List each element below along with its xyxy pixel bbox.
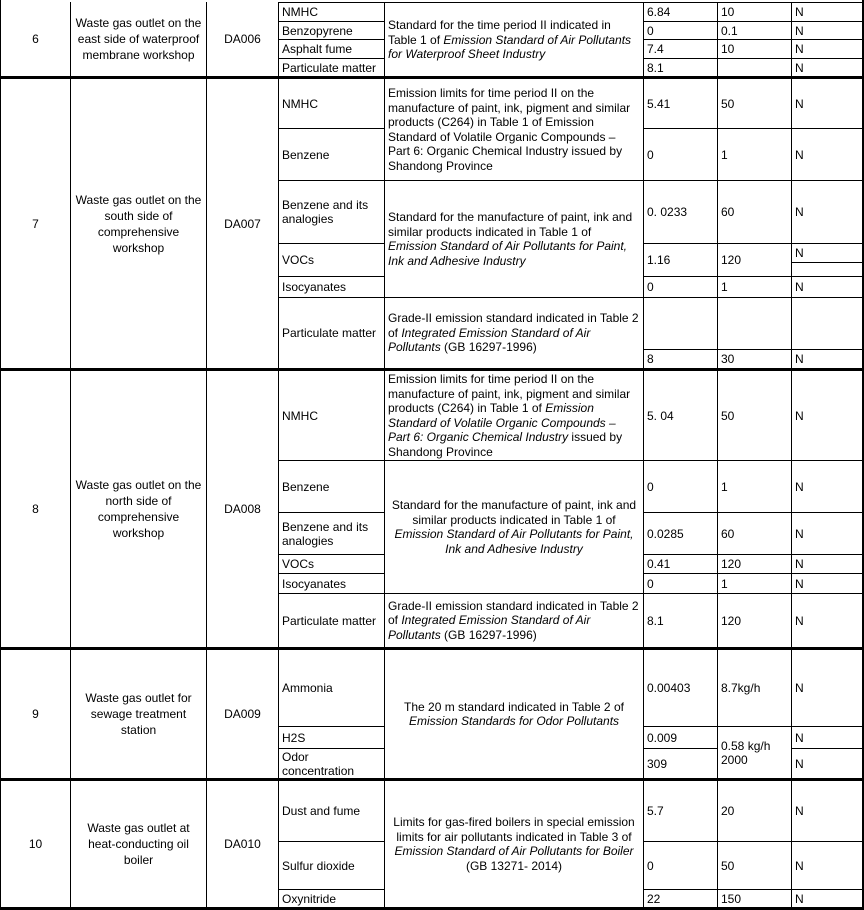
outlet-description: Waste gas outlet for sewage treatment station (85, 691, 192, 737)
limit-value: 1 (718, 277, 791, 298)
outlet-code: DA007 (224, 216, 261, 231)
limit-value: 8.7kg/h (718, 650, 791, 727)
standard-reference (385, 594, 643, 647)
outlet-description: Waste gas outlet on the north side of comprehensive workshop (75, 478, 202, 540)
empty-cell (718, 298, 791, 350)
standard-text: Limits for gas-fired boilers in special emission limits for air pollutants indicated in Table 3 of Emission Standard of Air Pollutants for Boiler (GB 13271- 2014) (393, 815, 635, 873)
empty-cell (792, 298, 862, 350)
standard-text: The 20 m standard indicated in Table 2 of Emission Standards for Odor Pollutants (404, 699, 624, 728)
standard-reference (385, 181, 643, 298)
standard-title-italic: Emission Standard of Volatile Organic Compounds – Part 6: Organic Chemical Industry (388, 401, 616, 444)
outlet-row-6 (1, 2, 862, 76)
standard-title-italic: Emission Standard of Air Pollutants for Paint, Ink and Adhesive Industry (394, 527, 634, 556)
standard-title-italic: Emission Standard of Air Pollutants for Paint, Ink and Adhesive Industry (388, 239, 628, 268)
limit-value: 30 (721, 352, 735, 366)
compliance-flag: N (792, 40, 862, 59)
standard-text: Standard for the manufacture of paint, ink and similar products indicated in Table 1 of Emission Standard of Air Pollutants for Paint, Ink and Adhesive Industry (391, 498, 637, 556)
standard-title-italic: Integrated Emission Standard of Air Pollutants (388, 613, 591, 642)
limit-value: 60 (718, 513, 791, 555)
standard-text: Grade-II emission standard indicated in Table 2 of Integrated Emission Standard of Air Pollutants (GB 16297-1996) (388, 598, 639, 642)
outlet-number: 6 (32, 32, 39, 46)
measured-value: 0 (644, 22, 717, 40)
standard-reference (385, 79, 643, 181)
measured-value: 0 (644, 842, 717, 890)
measured-value: 8.1 (647, 61, 664, 75)
pollutant-name: VOCs (279, 244, 384, 277)
limit-value: 120 (721, 613, 742, 628)
compliance-flag: N (792, 244, 862, 263)
compliance-flag: N (792, 277, 862, 298)
standard-reference (385, 461, 643, 594)
compliance-flag: N (795, 352, 804, 366)
empty-cell (644, 298, 717, 350)
outlet-description: Waste gas outlet on the east side of waterproof membrane workshop (75, 16, 202, 62)
pollutant-name: Sulfur dioxide (279, 842, 384, 890)
compliance-flag: N (792, 513, 862, 555)
limit-value: 50 (718, 371, 791, 461)
pollutant-name: Dust and fume (279, 781, 384, 842)
limit-value: 1 (718, 129, 791, 181)
measured-value: 0.009 (644, 727, 717, 749)
pollutant-name: H2S (279, 727, 384, 749)
measured-value: 0 (644, 574, 717, 594)
measured-value: 0 (644, 461, 717, 513)
limit-value: 1 (718, 461, 791, 513)
measured-value: 5.41 (644, 79, 717, 129)
outlet-number: 10 (28, 837, 43, 851)
empty-cell (792, 263, 862, 277)
measured-value: 0.0285 (644, 513, 717, 555)
limit-value: 10 (718, 40, 791, 59)
pollutant-name: Isocyanates (279, 574, 384, 594)
limit-value: 10 (718, 3, 791, 22)
compliance-flag: N (792, 650, 862, 727)
limit-value: 50 (718, 842, 791, 890)
measured-value: 7.4 (644, 40, 717, 59)
pollutant-name: Benzopyrene (279, 22, 384, 40)
measured-value: 0. 0233 (644, 181, 717, 244)
outlet-row-8 (1, 371, 862, 647)
measured-value: 6.84 (644, 3, 717, 22)
measured-value: 22 (647, 891, 661, 906)
measured-value: 5. 04 (644, 371, 717, 461)
measured-value: 0 (644, 277, 717, 298)
compliance-flag: N (792, 129, 862, 181)
outlet-row-10 (1, 781, 862, 907)
compliance-flag: N (792, 3, 862, 22)
compliance-flag: N (795, 61, 804, 75)
pollutant-name: VOCs (279, 555, 384, 574)
pollutant-name: Asphalt fume (279, 40, 384, 59)
outlet-number: 9 (32, 707, 39, 721)
compliance-flag: N (792, 727, 862, 749)
outlet-description: Waste gas outlet on the south side of comprehensive workshop (75, 192, 202, 255)
outlet-row-7 (1, 79, 862, 368)
standard-text: Grade-II emission standard indicated in Table 2 of Integrated Emission Standard of Air Pollutants (GB 16297-1996) (388, 311, 639, 355)
pollutant-name: NMHC (279, 371, 384, 461)
standard-title-italic: Emission Standard of Air Pollutants for Boiler (394, 844, 634, 858)
standard-text: Emission limits for time period II on the manufacture of paint, ink, pigment and similar products (C264) in Table 1 of Emission Standard of Volatile Organic Compounds – Part 6: Organic Chemical Industry issued by Shandong Province (388, 86, 631, 173)
measured-value: 5.7 (644, 781, 717, 842)
standard-reference (385, 781, 643, 907)
compliance-flag: N (792, 181, 862, 244)
limit-value: 0.1 (718, 22, 791, 40)
compliance-flag: N (792, 461, 862, 513)
compliance-flag: N (795, 891, 804, 906)
outlet-code: DA008 (224, 502, 261, 516)
compliance-flag: N (792, 781, 862, 842)
pollutant-name: NMHC (279, 79, 384, 129)
limit-value: 120 (718, 555, 791, 574)
standard-text: Standard for the time period II indicated in Table 1 of Emission Standard of Air Pollutants for Waterproof Sheet Industry (388, 18, 632, 62)
limit-value: 50 (718, 79, 791, 129)
measured-value: 1.16 (644, 244, 717, 277)
limit-value: 120 (718, 244, 791, 277)
compliance-flag: N (792, 842, 862, 890)
limit-value: 60 (718, 181, 791, 244)
compliance-flag: N (792, 555, 862, 574)
outlet-code: DA010 (224, 837, 261, 851)
measured-value: 0.00403 (644, 650, 717, 727)
measured-value: 0 (644, 129, 717, 181)
measured-value: 0.41 (644, 555, 717, 574)
outlet-code: DA006 (224, 32, 261, 46)
outlet-number: 8 (32, 502, 39, 516)
limit-value: 1 (718, 574, 791, 594)
outlet-number: 7 (32, 216, 39, 231)
empty-cell (718, 59, 791, 76)
standard-title-italic: Integrated Emission Standard of Air Pollutants (388, 325, 591, 355)
compliance-flag: N (795, 613, 804, 628)
limit-value: 150 (721, 891, 742, 906)
pollutant-name: Benzene (279, 129, 384, 181)
standard-title-italic: Emission Standard of Air Pollutants for Waterproof Sheet Industry (388, 32, 632, 62)
compliance-flag: N (792, 22, 862, 40)
limit-value-merged: 0.58 kg/h 2000 (721, 738, 771, 767)
standard-reference (385, 3, 643, 76)
measured-value: 8 (647, 352, 654, 366)
compliance-flag: N (792, 371, 862, 461)
outlet-row-9 (1, 650, 862, 778)
pollutant-name: Oxynitride (282, 891, 337, 906)
pollutant-name: Benzene and its analogies (279, 513, 384, 555)
standard-title-italic: Emission Standards for Odor Pollutants (408, 714, 620, 728)
outlet-code: DA009 (224, 707, 261, 721)
outlet-description: Waste gas outlet at heat-conducting oil boiler (87, 821, 190, 867)
pollutant-name: Benzene (279, 461, 384, 513)
standard-reference (385, 298, 643, 368)
compliance-flag: N (792, 79, 862, 129)
compliance-flag: N (792, 574, 862, 594)
pollutant-name: Odor concentration (282, 749, 355, 778)
pollutant-name: NMHC (279, 3, 384, 22)
pollutant-name: Particulate matter (282, 61, 377, 75)
standard-reference (385, 650, 643, 778)
standard-text: Emission limits for time period II on the manufacture of paint, ink, pigment and similar products (C264) in Table 1 of Emission Standard of Volatile Organic Compounds – Part 6: Organic Chemical Industry issued by Shandong Province (388, 372, 631, 459)
pollutant-name: Ammonia (279, 650, 384, 727)
standard-text: Standard for the manufacture of paint, ink and similar products indicated in Table 1 of Emission Standard of Air Pollutants for Paint, Ink and Adhesive Industry (388, 210, 633, 268)
pollutant-name: Particulate matter (282, 326, 377, 340)
standard-reference (385, 371, 643, 461)
measured-value: 309 (647, 756, 668, 771)
pollutant-name: Isocyanates (279, 277, 384, 298)
limit-value: 20 (718, 781, 791, 842)
compliance-flag: N (795, 756, 804, 771)
pollutant-name: Particulate matter (282, 613, 377, 628)
measured-value: 8.1 (647, 613, 664, 628)
pollutant-name: Benzene and its analogies (279, 181, 384, 244)
